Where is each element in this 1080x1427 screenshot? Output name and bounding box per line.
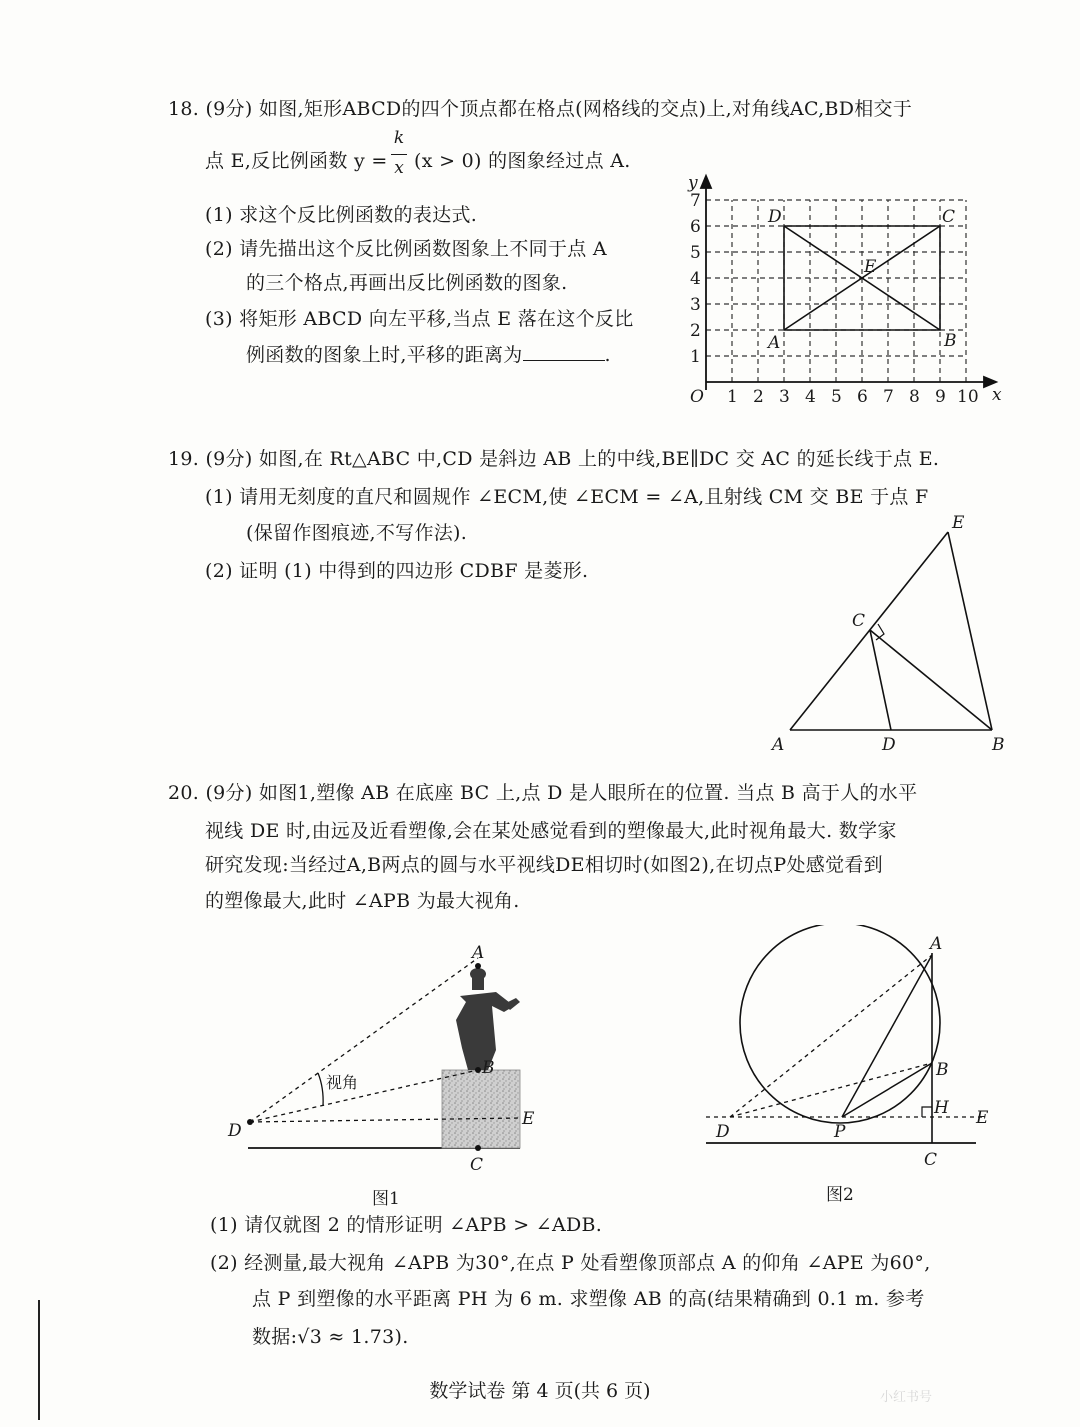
q19-part1-b: (保留作图痕迹,不写作法). — [246, 522, 468, 544]
right-angle-mark — [876, 624, 884, 640]
x-axis-label: x — [992, 385, 1002, 405]
q18-coordinate-grid — [680, 160, 1010, 410]
y-tick-label: 4 — [690, 269, 701, 289]
fig1-label-A: A — [472, 943, 485, 963]
x-tick-label: 4 — [805, 387, 816, 407]
q18-part2-b: 的三个格点,再画出反比例函数的图象. — [246, 272, 568, 294]
sightline-DB — [730, 1063, 932, 1117]
q19-triangle-figure — [760, 510, 1020, 760]
point-label-B: B — [944, 331, 957, 351]
statue-silhouette — [456, 968, 520, 1070]
q18-part3-period: . — [604, 344, 611, 366]
fig2-label-D: D — [716, 1122, 730, 1142]
fig2-label-C: C — [924, 1150, 938, 1170]
q18-part3-b — [246, 342, 611, 368]
x-tick-label: 1 — [727, 387, 738, 407]
point-label-D: D — [768, 207, 782, 227]
q20-part2-c: 数据:√3 ≈ 1.73). — [252, 1326, 409, 1348]
label-A: A — [772, 735, 785, 755]
x-tick-label: 6 — [857, 387, 868, 407]
x-tick-label: 7 — [883, 387, 894, 407]
page-edge-line — [38, 1300, 40, 1420]
line-AE — [790, 532, 948, 730]
y-tick-label: 7 — [690, 191, 701, 211]
x-tick-label: 10 — [957, 387, 979, 407]
view-angle-arc — [318, 1073, 323, 1106]
q20-part1: (1) 请仅就图 2 的情形证明 ∠APB > ∠ADB. — [210, 1214, 603, 1236]
x-tick-label: 3 — [779, 387, 790, 407]
q18-part3-text: 例函数的图象上时,平移的距离为 — [246, 344, 523, 366]
fig1-caption: 图1 — [372, 1189, 400, 1209]
fig2-label-E: E — [976, 1108, 989, 1128]
fraction-numerator: k — [393, 128, 405, 148]
view-angle-label: 视角 — [326, 1073, 359, 1092]
q18-line2-end: (x > 0) 的图象经过点 A. — [414, 150, 631, 172]
x-tick-label: 5 — [831, 387, 842, 407]
tangent-circle — [740, 925, 943, 1123]
watermark: 小红书号 — [880, 1390, 933, 1405]
fraction-denominator: x — [394, 158, 404, 178]
label-D: D — [882, 735, 896, 755]
fig2-label-P: P — [834, 1122, 846, 1142]
q18-part3-a: (3) 将矩形 ABCD 向左平移,当点 E 落在这个反比 — [205, 308, 634, 330]
q18-part1: (1) 求这个反比例函数的表达式. — [205, 204, 478, 226]
q19-part1-a: (1) 请用无刻度的直尺和圆规作 ∠ECM,使 ∠ECM = ∠A,且射线 CM 交 BE 于点 F — [205, 486, 929, 508]
point-label-E: E — [864, 257, 877, 277]
y-tick-label: 5 — [690, 243, 701, 263]
fraction-bar — [391, 154, 407, 155]
fig1-label-C: C — [470, 1155, 484, 1175]
page-footer: 数学试卷 第 4 页(共 6 页) — [429, 1380, 651, 1402]
fig1-label-B: B — [482, 1058, 495, 1078]
fig2-caption: 图2 — [826, 1185, 854, 1205]
segment-PA — [842, 955, 932, 1117]
point-label-A: A — [768, 333, 781, 353]
label-B: B — [992, 735, 1005, 755]
x-tick-label: 9 — [935, 387, 946, 407]
y-axis-label: y — [688, 173, 698, 193]
q18-part2-a: (2) 请先描出这个反比例函数图象上不同于点 A — [205, 238, 607, 260]
q19-line1: 19. (9分) 如图,在 Rt△ABC 中,CD 是斜边 AB 上的中线,BE∥DC 交 AC 的延长线于点 E. — [168, 448, 940, 470]
answer-blank — [523, 342, 605, 361]
fig2-label-A: A — [930, 934, 943, 954]
y-tick-label: 2 — [690, 321, 701, 341]
y-tick-label: 6 — [690, 217, 701, 237]
sightline-DA — [730, 955, 932, 1117]
fig1-label-E: E — [522, 1109, 535, 1129]
q20-figure2 — [700, 925, 1000, 1170]
point-label-C: C — [942, 207, 956, 227]
x-tick-label: 2 — [753, 387, 764, 407]
y-tick-label: 3 — [690, 295, 701, 315]
segment-PB — [842, 1063, 932, 1117]
q19-part2: (2) 证明 (1) 中得到的四边形 CDBF 是菱形. — [205, 560, 589, 582]
q20-line1: 20. (9分) 如图1,塑像 AB 在底座 BC 上,点 D 是人眼所在的位置. 当点 B 高于人的水平 — [168, 782, 918, 804]
q20-line3: 研究发现:当经过A,B两点的圆与水平视线DE相切时(如图2),在切点P处感觉看到 — [205, 854, 883, 876]
origin-label: O — [690, 387, 704, 407]
q18-line2-start: 点 E,反比例函数 y = — [205, 150, 388, 172]
q20-part2-a: (2) 经测量,最大视角 ∠APB 为30°,在点 P 处看塑像顶部点 A 的仰角 ∠APE 为60°, — [210, 1252, 931, 1274]
x-tick-label: 8 — [909, 387, 920, 407]
label-C: C — [852, 611, 866, 631]
y-tick-label: 1 — [690, 347, 701, 367]
q18-line1: 18. (9分) 如图,矩形ABCD的四个顶点都在格点(网格线的交点)上,对角线AC,BD相交于 — [168, 98, 913, 120]
y-axis-arrow — [701, 176, 711, 188]
fig2-label-B: B — [936, 1060, 949, 1080]
q20-line2: 视线 DE 时,由远及近看塑像,会在某处感觉看到的塑像最大,此时视角最大. 数学家 — [205, 820, 897, 842]
q20-line4: 的塑像最大,此时 ∠APB 为最大视角. — [205, 890, 520, 912]
right-angle-mark — [922, 1107, 932, 1117]
fig2-label-H: H — [934, 1098, 949, 1118]
q20-figure1 — [220, 940, 550, 1180]
q20-part2-b: 点 P 到塑像的水平距离 PH 为 6 m. 求塑像 AB 的高(结果精确到 0.1 m. 参考 — [252, 1288, 925, 1310]
fig1-label-D: D — [228, 1121, 242, 1141]
pedestal — [442, 1070, 520, 1148]
label-E: E — [952, 513, 965, 533]
